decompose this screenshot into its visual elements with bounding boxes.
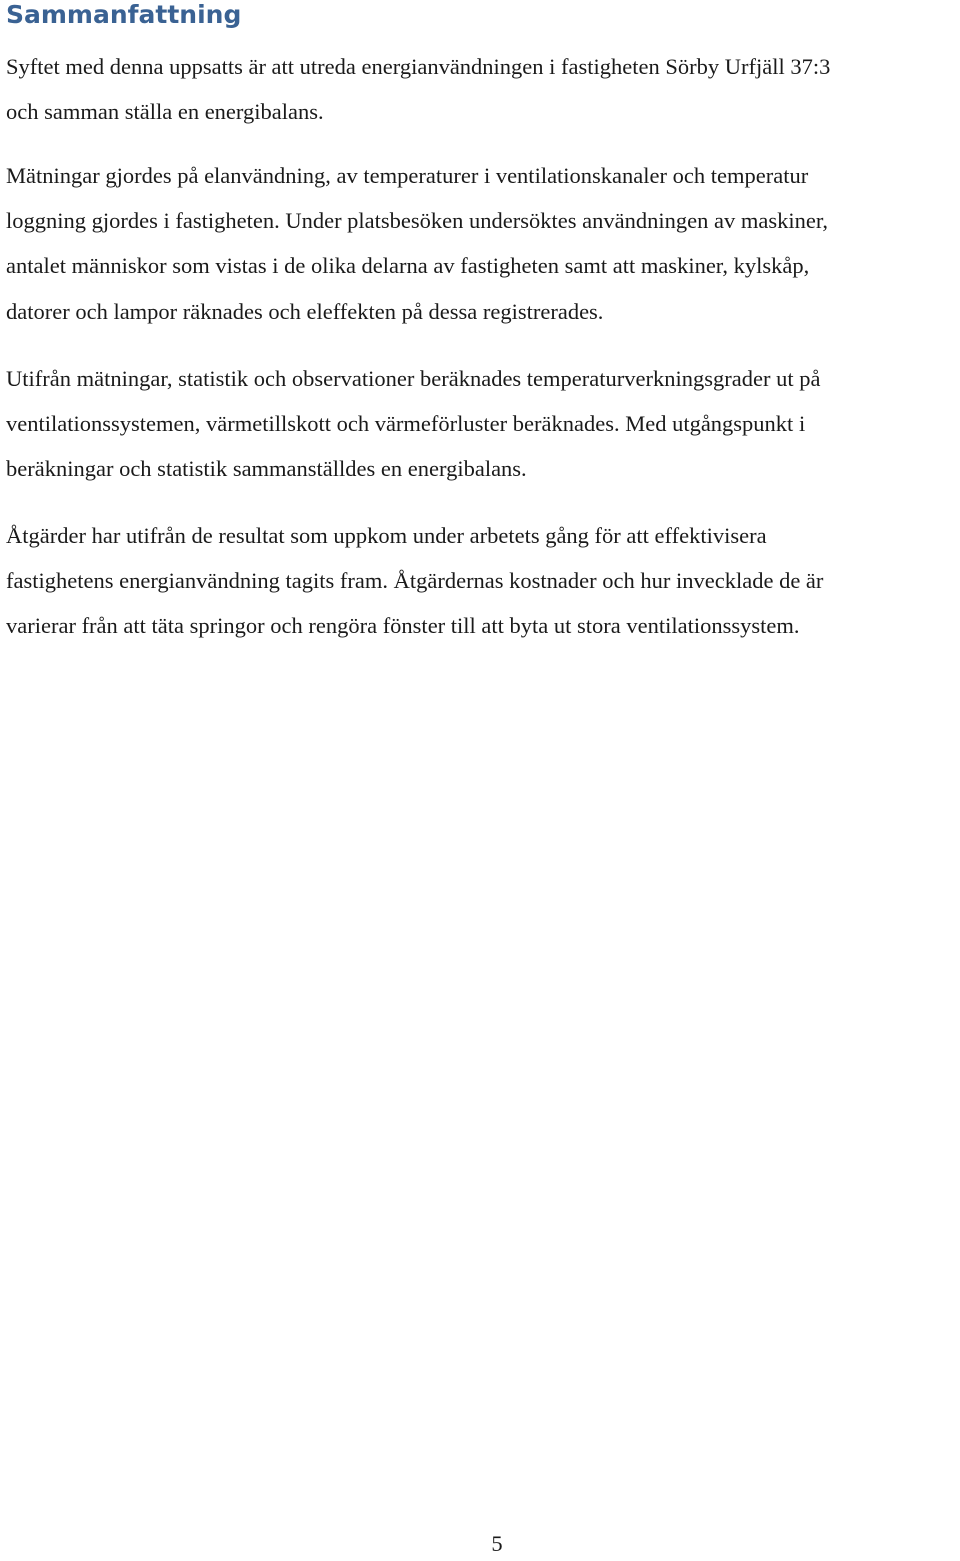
- paragraph-line: ventilationssystemen, värmetillskott och värmeförluster beräknades. Med utgångspunkt i: [6, 411, 806, 437]
- paragraph-line: fastighetens energianvändning tagits fram. Åtgärdernas kostnader och hur invecklade de är: [6, 568, 824, 594]
- page-number: 5: [491, 1531, 503, 1556]
- paragraph-line: datorer och lampor räknades och eleffekten på dessa registrerades.: [6, 298, 604, 324]
- paragraph-purpose: [6, 44, 830, 134]
- paragraph-calculations: [6, 356, 820, 492]
- paragraph-line: antalet människor som vistas i de olika delarna av fastigheten samt att maskiner, kylskåp,: [6, 253, 810, 279]
- paragraph-line: Åtgärder har utifrån de resultat som uppkom under arbetets gång för att effektivisera: [6, 523, 767, 548]
- paragraph-line: Utifrån mätningar, statistik och observationer beräknades temperaturverkningsgrader ut på: [6, 366, 821, 391]
- paragraph-line: Syftet med denna uppsatts är att utreda energianvändningen i fastigheten Sörby Urfjäll 37:3: [6, 54, 831, 79]
- paragraph-line: loggning gjordes i fastigheten. Under platsbesöken undersöktes användningen av maskiner,: [6, 208, 829, 234]
- paragraph-line: beräkningar och statistik sammanställdes en energibalans.: [6, 456, 527, 482]
- paragraph-line: Mätningar gjordes på elanvändning, av temperaturer i ventilationskanaler och temperatur: [6, 163, 809, 188]
- paragraph-line: varierar från att täta springor och rengöra fönster till att byta ut stora ventilationssystem.: [6, 613, 800, 639]
- paragraph-measures: [6, 513, 823, 649]
- section-heading: Sammanfattning: [6, 0, 242, 29]
- paragraph-measurements: [6, 153, 828, 334]
- paragraph-line: och samman ställa en energibalans.: [6, 99, 324, 125]
